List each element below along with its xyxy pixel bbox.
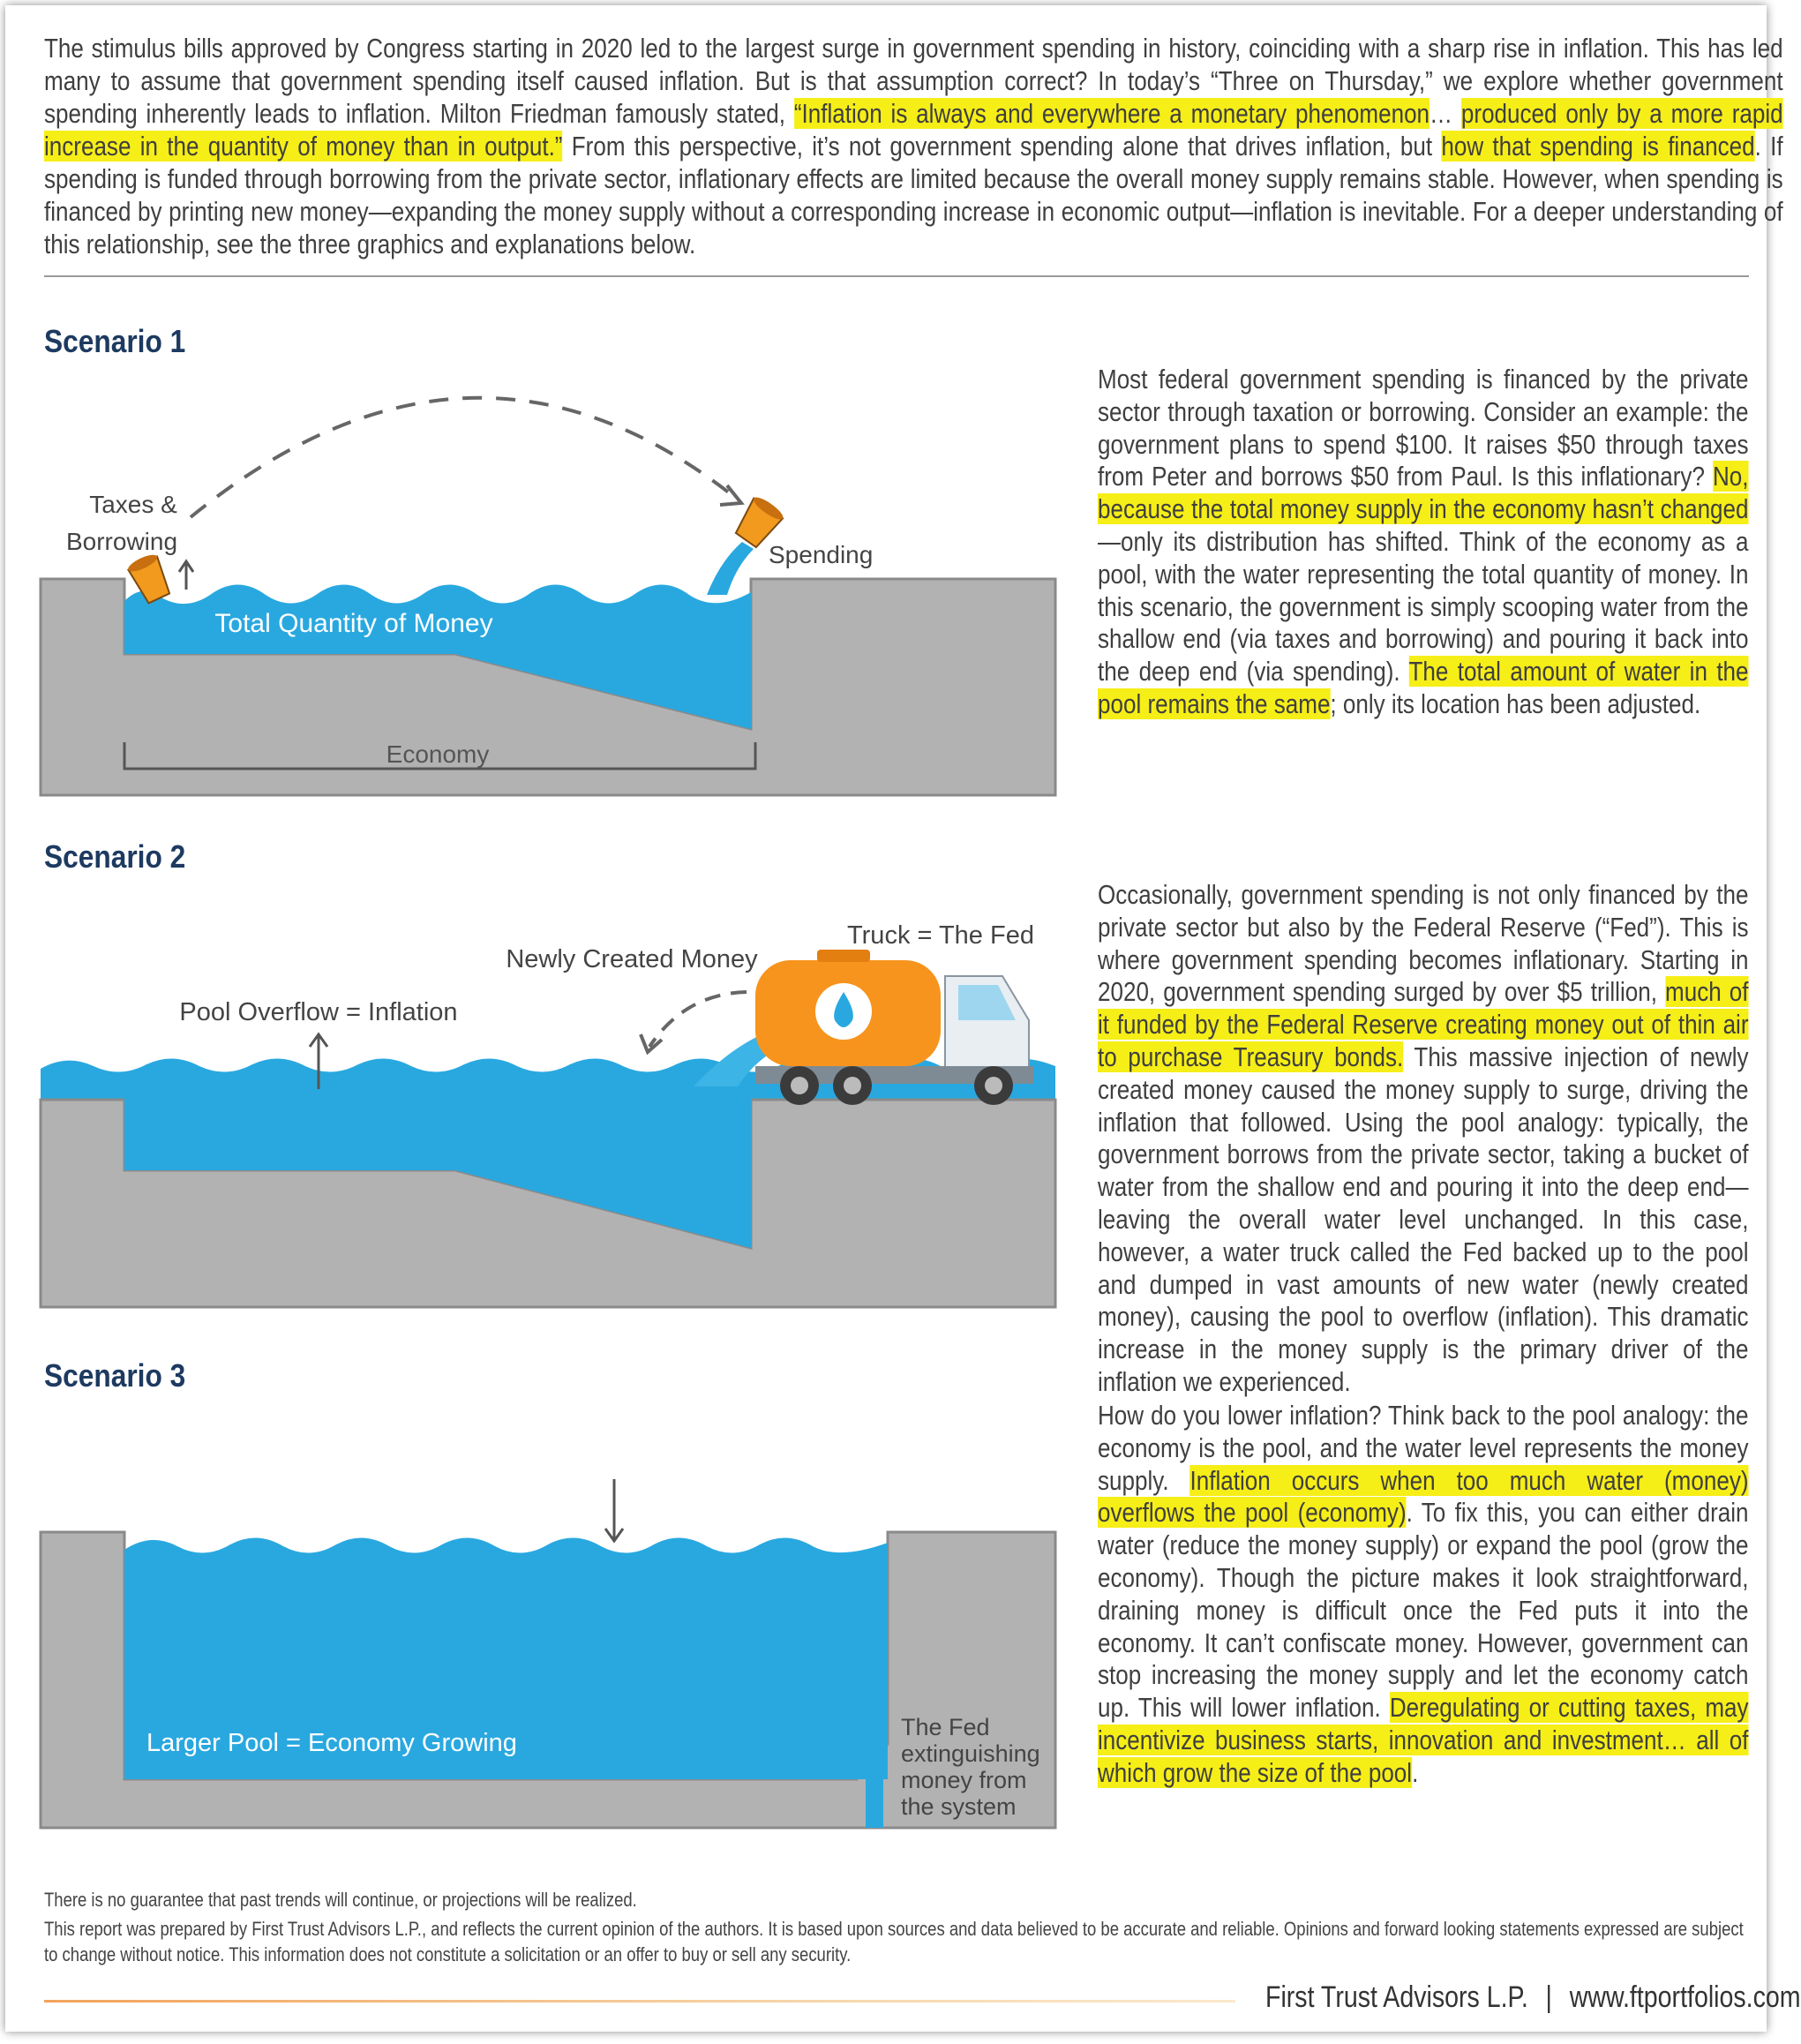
scenario-2-title: Scenario 2 [44,838,186,875]
transfer-arc [191,398,738,517]
disclaimer [44,1887,1749,1967]
body-text: How do you lower inflation? Think back to the pool analogy: the economy is the pool, and the water level represents the money supply. [1098,1400,1749,1496]
body-text: ; only its location has been adjusted. [1330,688,1701,719]
new-money-arrow [649,992,747,1047]
pool-overflow-label: Pool Overflow = Inflation [179,998,458,1026]
intro-highlight: how that spending is financed [1441,131,1755,162]
intro-text: From this perspective, it’s not government spending alone that drives inflation, but [562,131,1442,162]
spending-label: Spending [769,541,874,568]
body-text: —only its distribution has shifted. Think of the economy as a pool, with the water representing the total quantity of money. In this scenario, the government is simply scooping water from the shallow end (via taxes and borrowing) and pouring it back into the deep end (via spending). [1098,525,1749,688]
highlighted-text: No, because the total money supply in the economy hasn’t changed [1098,461,1749,525]
body-text: . [1412,1756,1419,1788]
larger-pool-label: Larger Pool = Economy Growing [146,1729,517,1757]
footer-divider [44,2000,1235,2003]
section-divider [44,275,1749,277]
truck-fed-label: Truck = The Fed [847,921,1034,950]
up-arrow-icon [179,561,193,590]
fed-label: The Fed [901,1714,990,1740]
down-arrow-icon [605,1479,623,1541]
total-money-label: Total Quantity of Money [214,609,493,638]
company-name: First Trust Advisors L.P. [1265,1980,1528,2014]
body-text: Occasionally, government spending is not only financed by the private sector but also by the Federal Reserve (“Fed”). This is where government spending becomes inflationary. Starting in 2020, government spending surged by over $5 trillion, [1098,879,1749,1008]
taxes-label: Taxes & [89,491,177,518]
intro-highlight: produced only by a more rapid increase in the quantity of money than in output.” [44,98,1783,162]
scenario-2-explanation [1098,879,1749,1399]
highlighted-text: The total amount of water in the pool remains the same [1098,656,1749,719]
fed-label: the system [901,1793,1017,1820]
intro-text: . If spending is funded through borrowing from the private sector, inflationary effects are limited because the overall money supply remains stable. However, when spending is financed by printing new money—expanding the money supply without a corresponding increase in economic output—inflation is inevitable. For a deeper understanding of this relationship, see the three graphics and explanations below. [44,131,1783,259]
newly-created-money-label: Newly Created Money [506,945,758,973]
highlighted-text: much of it funded by the Federal Reserve creating money out of thin air to purchase Treasury bonds. [1098,976,1749,1072]
scenario-3-explanation [1098,1400,1749,1790]
economy-label: Economy [386,740,490,768]
highlighted-text: Deregulating or cutting taxes, may incentivize business starts, innovation and investment… all of which grow the size of the pool [1098,1692,1749,1788]
body-text: . To fix this, you can either drain water (reduce the money supply) or expand the pool (grow the economy). Though the picture makes it look straightforward, draining money is difficult once the Fed puts it into the economy. It can’t confiscate money. However, government can stop increasing the money supply and let the economy catch up. This will lower inflation. [1098,1497,1749,1724]
disclaimer-line: There is no guarantee that past trends will continue, or projections will be realized. [44,1889,637,1911]
fed-label: money from [901,1767,1027,1793]
intro-text: … [1430,98,1461,129]
body-text: Most federal government spending is financed by the private sector through taxation or borrowing. Consider an example: the government plans to spend $100. It raises $50 through taxes from Peter and borrows $50 from Paul. Is this inflationary? [1098,364,1749,492]
document-page [5,5,1801,2032]
disclaimer-line: This report was prepared by First Trust Advisors L.P., and reflects the current opinion of the authors. It is based upon sources and data believed to be accurate and reliable. Opinions and forward looking statements expressed are subject to change without notice. This information does not constitute a solicitation or an offer to buy or sell any security. [44,1918,1744,1965]
fed-truck-icon [755,950,1033,1105]
pouring-water [707,542,754,595]
intro-text: The stimulus bills approved by Congress starting in 2020 led to the largest surge in government spending in history, coinciding with a sharp rise in inflation. This has led many to assume that government spending itself caused inflation. But is that assumption correct? In today’s “Three on Thursday,” we explore whether government spending inherently leads to inflation. Milton Friedman famously stated, [44,33,1783,129]
website-link[interactable]: www.ftportfolios.com [1569,1980,1801,2014]
scenario-3-title: Scenario 3 [44,1357,186,1394]
body-text: This massive injection of newly created money caused the money supply to surge, driving the inflation that followed. Using the pool analogy: typically, the government borrows from the private sector, taking a bucket of water from the shallow end and pouring it into the deep end—leaving the overall water level unchanged. In this case, however, a water truck called the Fed backed up to the pool and dumped in vast amounts of new water (newly created money), causing the pool to overflow (inflation). This dramatic increase in the money supply is the primary driver of the inflation we experienced. [1098,1041,1749,1397]
intro-paragraph [44,32,1783,260]
scenario-3-illustration [41,1497,1055,1841]
scenario-1-title: Scenario 1 [44,323,186,359]
fed-label: extinguishing [901,1740,1040,1767]
footer [1265,1980,1801,2015]
scenario-1-explanation [1098,364,1749,721]
intro-highlight: “Inflation is always and everywhere a monetary phenomenon [793,98,1430,129]
borrowing-label: Borrowing [65,528,178,555]
highlighted-text: Inflation occurs when too much water (money) overflows the pool (economy) [1098,1464,1749,1529]
scenario-2-illustration [41,897,1055,1320]
scenario-1-illustration [41,394,1055,808]
footer-separator: | [1545,1980,1552,2014]
